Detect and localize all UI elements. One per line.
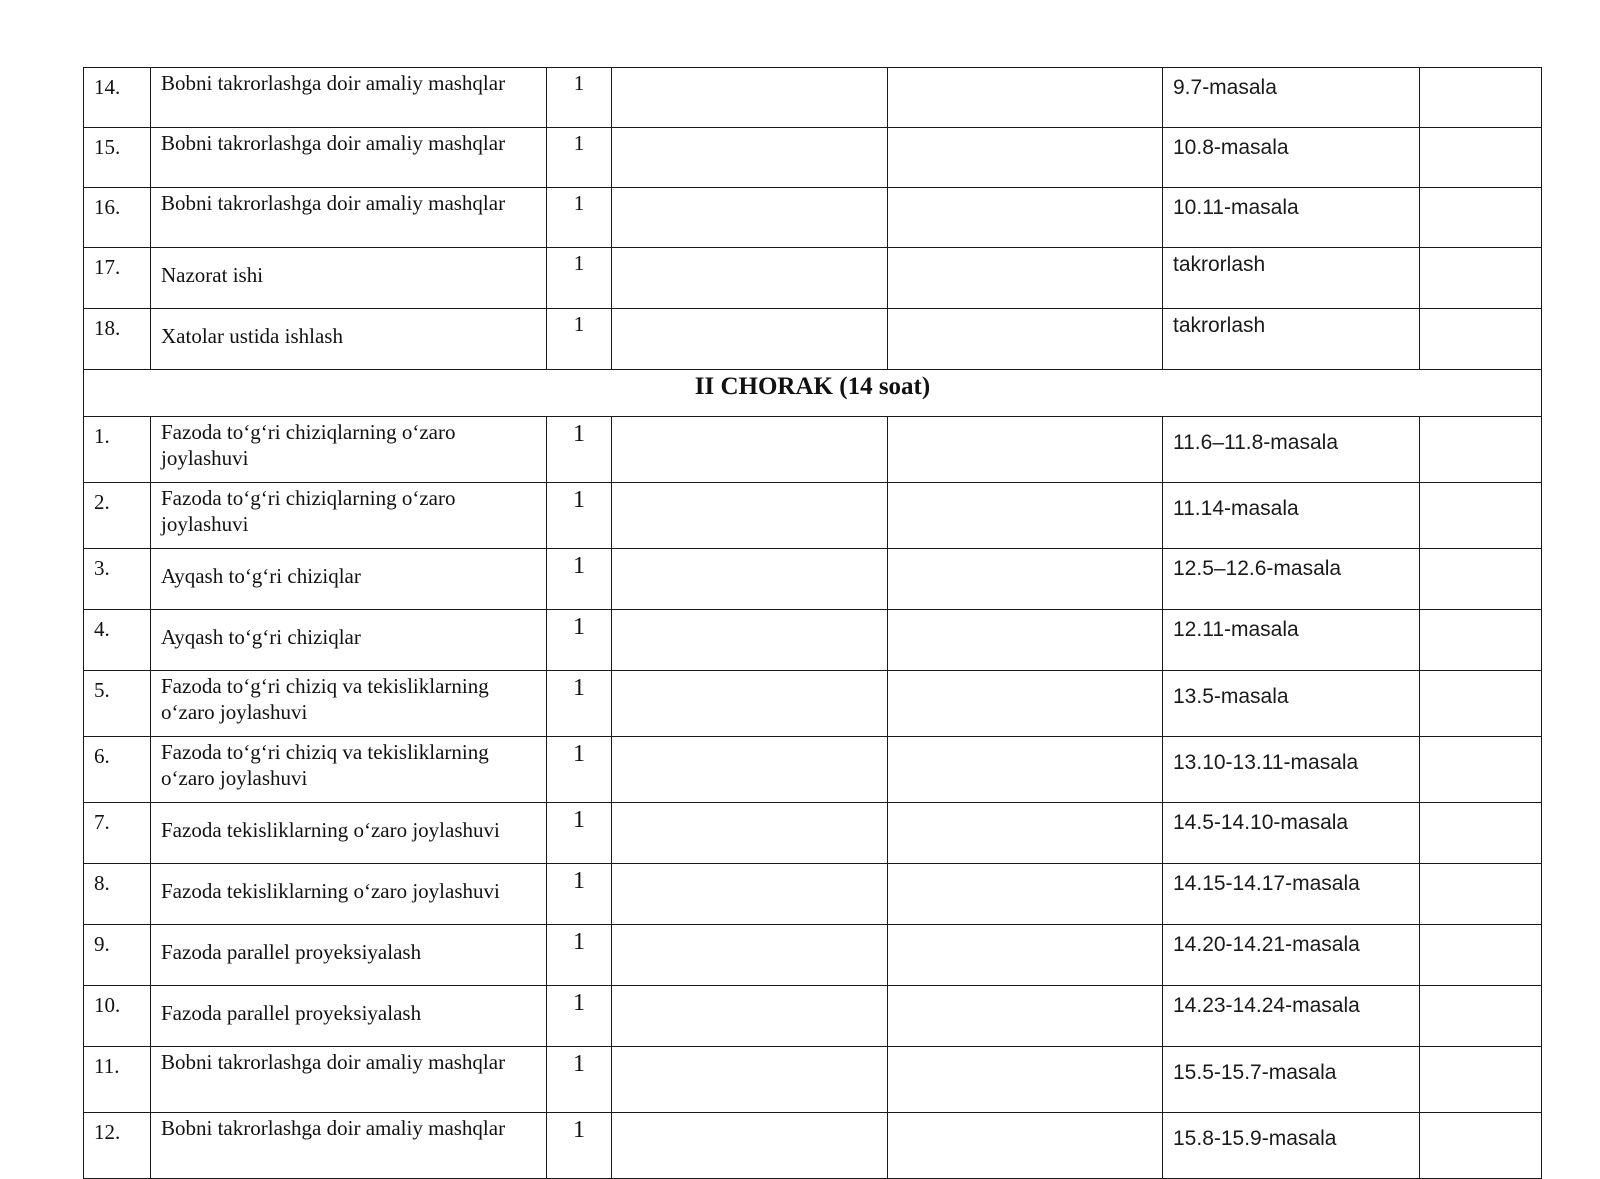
table-row <box>84 483 1542 549</box>
empty-cell <box>888 671 1163 737</box>
lesson-topic: Bobni takrorlashga doir amaliy mashqlar <box>151 188 547 248</box>
lesson-topic: Xatolar ustida ishlash <box>151 309 547 370</box>
lesson-hours: 1 <box>547 549 612 610</box>
table-row <box>84 737 1542 803</box>
empty-cell <box>1420 986 1542 1047</box>
lesson-homework: 15.8-15.9-masala <box>1163 1113 1420 1179</box>
lesson-number: 10. <box>84 986 151 1047</box>
empty-cell <box>888 188 1163 248</box>
empty-cell <box>888 417 1163 483</box>
empty-cell <box>1420 671 1542 737</box>
lesson-hours: 1 <box>547 986 612 1047</box>
empty-cell <box>888 864 1163 925</box>
lesson-homework: 10.8-masala <box>1163 128 1420 188</box>
table-row <box>84 1047 1542 1113</box>
lesson-topic: Fazoda to‘g‘ri chiziqlarning o‘zaro joylashuvi <box>151 483 547 549</box>
lesson-number: 2. <box>84 483 151 549</box>
lesson-hours: 1 <box>547 68 612 128</box>
empty-cell <box>1420 737 1542 803</box>
lesson-number: 14. <box>84 68 151 128</box>
empty-cell <box>888 1113 1163 1179</box>
empty-cell <box>888 483 1163 549</box>
lesson-number: 15. <box>84 128 151 188</box>
lesson-topic: Bobni takrorlashga doir amaliy mashqlar <box>151 1113 547 1179</box>
lesson-topic: Bobni takrorlashga doir amaliy mashqlar <box>151 68 547 128</box>
empty-cell <box>612 1047 888 1113</box>
lesson-homework: 13.5-masala <box>1163 671 1420 737</box>
lesson-number: 18. <box>84 309 151 370</box>
empty-cell <box>888 925 1163 986</box>
empty-cell <box>612 864 888 925</box>
table-row <box>84 128 1542 188</box>
lesson-topic: Fazoda parallel proyeksiyalash <box>151 925 547 986</box>
empty-cell <box>612 188 888 248</box>
lesson-topic: Bobni takrorlashga doir amaliy mashqlar <box>151 128 547 188</box>
lesson-number: 4. <box>84 610 151 671</box>
lesson-number: 8. <box>84 864 151 925</box>
lesson-homework: 14.23-14.24-masala <box>1163 986 1420 1047</box>
lesson-hours: 1 <box>547 925 612 986</box>
empty-cell <box>1420 1047 1542 1113</box>
lesson-number: 12. <box>84 1113 151 1179</box>
empty-cell <box>612 248 888 309</box>
lesson-hours: 1 <box>547 188 612 248</box>
lesson-hours: 1 <box>547 737 612 803</box>
lesson-homework: takrorlash <box>1163 309 1420 370</box>
lesson-number: 7. <box>84 803 151 864</box>
section-title: II CHORAK (14 soat) <box>84 370 1542 417</box>
lesson-plan-table <box>83 67 1542 1179</box>
empty-cell <box>888 986 1163 1047</box>
empty-cell <box>888 549 1163 610</box>
empty-cell <box>1420 549 1542 610</box>
lesson-homework: 11.14-masala <box>1163 483 1420 549</box>
lesson-homework: 13.10-13.11-masala <box>1163 737 1420 803</box>
empty-cell <box>612 803 888 864</box>
lesson-number: 5. <box>84 671 151 737</box>
lesson-hours: 1 <box>547 128 612 188</box>
lesson-hours: 1 <box>547 483 612 549</box>
lesson-topic: Bobni takrorlashga doir amaliy mashqlar <box>151 1047 547 1113</box>
empty-cell <box>612 417 888 483</box>
table-row <box>84 610 1542 671</box>
table-row <box>84 549 1542 610</box>
empty-cell <box>888 1047 1163 1113</box>
lesson-number: 3. <box>84 549 151 610</box>
empty-cell <box>888 248 1163 309</box>
lesson-hours: 1 <box>547 803 612 864</box>
section-header-row <box>84 370 1542 417</box>
empty-cell <box>1420 68 1542 128</box>
lesson-homework: 15.5-15.7-masala <box>1163 1047 1420 1113</box>
empty-cell <box>612 483 888 549</box>
table-row <box>84 864 1542 925</box>
empty-cell <box>888 309 1163 370</box>
lesson-homework: 14.15-14.17-masala <box>1163 864 1420 925</box>
lesson-topic: Fazoda to‘g‘ri chiziq va tekisliklarning o‘zaro joylashuvi <box>151 671 547 737</box>
table-row <box>84 248 1542 309</box>
table-row <box>84 68 1542 128</box>
empty-cell <box>612 68 888 128</box>
lesson-topic: Fazoda parallel proyeksiyalash <box>151 986 547 1047</box>
table-row <box>84 188 1542 248</box>
lesson-number: 1. <box>84 417 151 483</box>
table-row <box>84 925 1542 986</box>
lesson-hours: 1 <box>547 309 612 370</box>
empty-cell <box>1420 128 1542 188</box>
empty-cell <box>1420 309 1542 370</box>
table-row <box>84 309 1542 370</box>
lesson-homework: 11.6–11.8-masala <box>1163 417 1420 483</box>
lesson-homework: 10.11-masala <box>1163 188 1420 248</box>
lesson-hours: 1 <box>547 417 612 483</box>
lesson-homework: 9.7-masala <box>1163 68 1420 128</box>
table-row <box>84 803 1542 864</box>
lesson-number: 16. <box>84 188 151 248</box>
lesson-number: 11. <box>84 1047 151 1113</box>
lesson-homework: 12.5–12.6-masala <box>1163 549 1420 610</box>
lesson-number: 6. <box>84 737 151 803</box>
lesson-homework: takrorlash <box>1163 248 1420 309</box>
empty-cell <box>888 737 1163 803</box>
table-row <box>84 986 1542 1047</box>
empty-cell <box>1420 864 1542 925</box>
table-row <box>84 1113 1542 1179</box>
lesson-hours: 1 <box>547 248 612 309</box>
lesson-topic: Fazoda tekisliklarning o‘zaro joylashuvi <box>151 803 547 864</box>
empty-cell <box>612 610 888 671</box>
lesson-hours: 1 <box>547 1047 612 1113</box>
lesson-topic: Fazoda to‘g‘ri chiziq va tekisliklarning o‘zaro joylashuvi <box>151 737 547 803</box>
empty-cell <box>612 1113 888 1179</box>
lesson-homework: 14.5-14.10-masala <box>1163 803 1420 864</box>
empty-cell <box>888 610 1163 671</box>
lesson-homework: 12.11-masala <box>1163 610 1420 671</box>
empty-cell <box>1420 925 1542 986</box>
empty-cell <box>1420 803 1542 864</box>
lesson-topic: Ayqash to‘g‘ri chiziqlar <box>151 610 547 671</box>
lesson-topic: Fazoda to‘g‘ri chiziqlarning o‘zaro joylashuvi <box>151 417 547 483</box>
empty-cell <box>1420 483 1542 549</box>
empty-cell <box>612 737 888 803</box>
empty-cell <box>612 925 888 986</box>
lesson-topic: Fazoda tekisliklarning o‘zaro joylashuvi <box>151 864 547 925</box>
empty-cell <box>888 803 1163 864</box>
lesson-homework: 14.20-14.21-masala <box>1163 925 1420 986</box>
lesson-hours: 1 <box>547 1113 612 1179</box>
lesson-hours: 1 <box>547 864 612 925</box>
empty-cell <box>612 549 888 610</box>
empty-cell <box>1420 248 1542 309</box>
empty-cell <box>1420 1113 1542 1179</box>
lesson-number: 9. <box>84 925 151 986</box>
lesson-topic: Ayqash to‘g‘ri chiziqlar <box>151 549 547 610</box>
table-row <box>84 671 1542 737</box>
empty-cell <box>888 68 1163 128</box>
empty-cell <box>612 128 888 188</box>
empty-cell <box>1420 188 1542 248</box>
lesson-hours: 1 <box>547 671 612 737</box>
lesson-number: 17. <box>84 248 151 309</box>
empty-cell <box>612 671 888 737</box>
empty-cell <box>612 309 888 370</box>
lesson-topic: Nazorat ishi <box>151 248 547 309</box>
lesson-hours: 1 <box>547 610 612 671</box>
empty-cell <box>888 128 1163 188</box>
table-row <box>84 417 1542 483</box>
empty-cell <box>1420 610 1542 671</box>
empty-cell <box>612 986 888 1047</box>
empty-cell <box>1420 417 1542 483</box>
